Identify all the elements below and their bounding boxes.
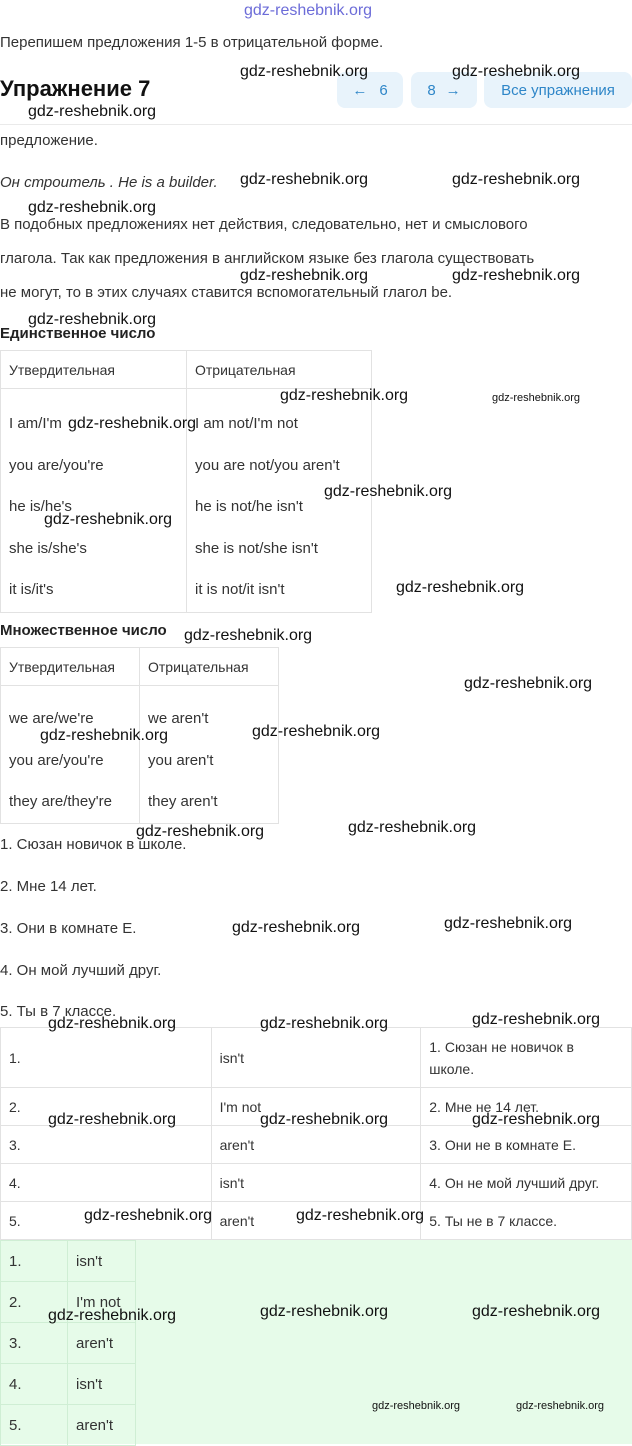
affirmative-cell xyxy=(1,686,140,824)
table-header: Отрицательная xyxy=(187,351,372,389)
table-row xyxy=(1,1126,632,1164)
site-watermark-link[interactable]: gdz-reshebnik.org xyxy=(244,2,373,19)
table-cell: I am not/I'm not xyxy=(195,415,298,432)
sentence-item: 5. Ты в 7 классе. xyxy=(0,1003,117,1020)
watermark: gdz-reshebnik.org xyxy=(48,1015,177,1032)
answer-line: 1. Сюзан не новичок в xyxy=(429,1038,574,1055)
watermark: gdz-reshebnik.org xyxy=(40,727,169,744)
watermark: gdz-reshebnik.org xyxy=(372,1400,461,1412)
table-cell: I'm not xyxy=(211,1088,421,1126)
table-row xyxy=(1,1028,632,1088)
watermark: gdz-reshebnik.org xyxy=(44,511,173,528)
watermark: gdz-reshebnik.org xyxy=(516,1400,605,1412)
singular-heading: Единственное число xyxy=(0,325,156,342)
watermark: gdz-reshebnik.org xyxy=(472,1303,601,1320)
table-cell: isn't xyxy=(211,1164,421,1202)
watermark: gdz-reshebnik.org xyxy=(472,1111,601,1128)
table-cell: isn't xyxy=(68,1364,136,1405)
table-header: Утвердительная xyxy=(1,351,187,389)
watermark: gdz-reshebnik.org xyxy=(260,1111,389,1128)
table-cell: they aren't xyxy=(148,793,218,811)
watermark: gdz-reshebnik.org xyxy=(84,1207,213,1224)
explanation-line-3: не могут, то в этих случаях ставится вспомогательный глагол be. xyxy=(0,284,453,301)
table-cell: 5. xyxy=(1,1202,212,1240)
arrow-left-icon: ← xyxy=(352,81,368,99)
watermark: gdz-reshebnik.org xyxy=(240,171,369,188)
watermark: gdz-reshebnik.org xyxy=(48,1307,177,1324)
table-cell: aren't xyxy=(68,1323,136,1364)
watermark: gdz-reshebnik.org xyxy=(240,63,369,80)
watermark: gdz-reshebnik.org xyxy=(452,171,581,188)
answer-key-table xyxy=(0,1240,136,1446)
table-cell: 1. xyxy=(1,1028,212,1088)
watermark: gdz-reshebnik.org xyxy=(324,483,453,500)
table-cell: you aren't xyxy=(148,751,214,769)
table-cell: he is not/he isn't xyxy=(195,498,303,516)
example-sentence: Он строитель . He is a builder. xyxy=(0,174,218,191)
explanation-line-1: В подобных предложениях нет действия, следовательно, нет и смыслового xyxy=(0,216,528,233)
table-cell: you are/you're xyxy=(9,751,104,769)
table-cell: 2. Мне не 14 лет. xyxy=(421,1088,632,1126)
intro-text: Перепишем предложения 1-5 в отрицательной форме. xyxy=(0,34,384,51)
table-cell: aren't xyxy=(211,1202,421,1240)
sentence-item: 2. Мне 14 лет. xyxy=(0,878,97,895)
table-cell: 1. xyxy=(1,1241,68,1282)
table-cell: 4. xyxy=(1,1164,212,1202)
table-cell: 3. Они не в комнате Е. xyxy=(421,1126,632,1164)
table-cell: he is/he's xyxy=(9,498,72,516)
sentence-item: 1. Сюзан новичок в школе. xyxy=(0,836,187,853)
table-header: Отрицательная xyxy=(140,648,279,686)
table-cell: we aren't xyxy=(148,710,209,727)
watermark: gdz-reshebnik.org xyxy=(28,311,157,328)
table-row xyxy=(1,1164,632,1202)
header-divider xyxy=(0,124,632,125)
watermark: gdz-reshebnik.org xyxy=(240,267,369,284)
watermark: gdz-reshebnik.org xyxy=(452,63,581,80)
explanation-line-2: глагола. Так как предложения в английском языке без глагола существовать xyxy=(0,250,535,267)
page-title: Упражнение 7 xyxy=(0,76,151,101)
watermark: gdz-reshebnik.org xyxy=(136,823,265,840)
next-exercise-label: 8 xyxy=(427,81,436,99)
table-cell: isn't xyxy=(211,1028,421,1088)
watermark: gdz-reshebnik.org xyxy=(396,579,525,596)
body-line: предложение. xyxy=(0,132,98,149)
watermark: gdz-reshebnik.org xyxy=(68,415,197,432)
table-row xyxy=(1,1405,136,1446)
watermark: gdz-reshebnik.org xyxy=(260,1303,389,1320)
prev-exercise-label: 6 xyxy=(379,81,388,99)
table-cell: it is/it's xyxy=(9,581,54,599)
watermark: gdz-reshebnik.org xyxy=(444,915,573,932)
watermark: gdz-reshebnik.org xyxy=(464,675,593,692)
table-cell: aren't xyxy=(68,1405,136,1446)
table-cell: 4. Он не мой лучший друг. xyxy=(421,1164,632,1202)
negative-cell xyxy=(140,686,279,824)
table-row xyxy=(1,1241,136,1282)
watermark: gdz-reshebnik.org xyxy=(28,103,157,120)
table-cell: you are/you're xyxy=(9,456,104,474)
table-cell: 4. xyxy=(1,1364,68,1405)
table-cell: 3. xyxy=(1,1126,212,1164)
table-cell xyxy=(421,1028,632,1088)
watermark: gdz-reshebnik.org xyxy=(296,1207,425,1224)
table-row xyxy=(1,1364,136,1405)
plural-heading: Множественное число xyxy=(0,622,167,639)
sentence-item: 3. Они в комнате Е. xyxy=(0,920,137,937)
watermark: gdz-reshebnik.org xyxy=(48,1111,177,1128)
table-cell: 3. xyxy=(1,1323,68,1364)
watermark: gdz-reshebnik.org xyxy=(348,819,477,836)
table-cell: you are not/you aren't xyxy=(195,456,340,474)
table-cell: she is/she's xyxy=(9,539,87,557)
watermark: gdz-reshebnik.org xyxy=(184,627,313,644)
table-cell: 5. Ты не в 7 классе. xyxy=(421,1202,632,1240)
watermark: gdz-reshebnik.org xyxy=(492,392,581,404)
watermark: gdz-reshebnik.org xyxy=(232,919,361,936)
table-cell: we are/we're xyxy=(9,710,94,727)
table-cell: isn't xyxy=(68,1241,136,1282)
watermark: gdz-reshebnik.org xyxy=(28,199,157,216)
watermark: gdz-reshebnik.org xyxy=(252,723,381,740)
table-cell: aren't xyxy=(211,1126,421,1164)
table-cell: I'm not xyxy=(68,1282,136,1323)
table-row xyxy=(1,1323,136,1364)
watermark: gdz-reshebnik.org xyxy=(260,1015,389,1032)
table-cell: it is not/it isn't xyxy=(195,581,285,599)
watermark: gdz-reshebnik.org xyxy=(472,1011,601,1028)
table-cell: 2. xyxy=(1,1282,68,1323)
sentence-item: 4. Он мой лучший друг. xyxy=(0,962,162,979)
answer-line: школе. xyxy=(429,1060,475,1077)
table-cell: 2. xyxy=(1,1088,212,1126)
table-cell: she is not/she isn't xyxy=(195,539,318,557)
table-cell: they are/they're xyxy=(9,793,112,811)
table-cell: 5. xyxy=(1,1405,68,1446)
watermark: gdz-reshebnik.org xyxy=(452,267,581,284)
arrow-right-icon: → xyxy=(445,81,461,99)
table-header: Утвердительная xyxy=(1,648,140,686)
table-cell: I am/I'm xyxy=(9,415,62,432)
watermark: gdz-reshebnik.org xyxy=(280,387,409,404)
all-exercises-label: Все упражнения xyxy=(501,81,615,99)
